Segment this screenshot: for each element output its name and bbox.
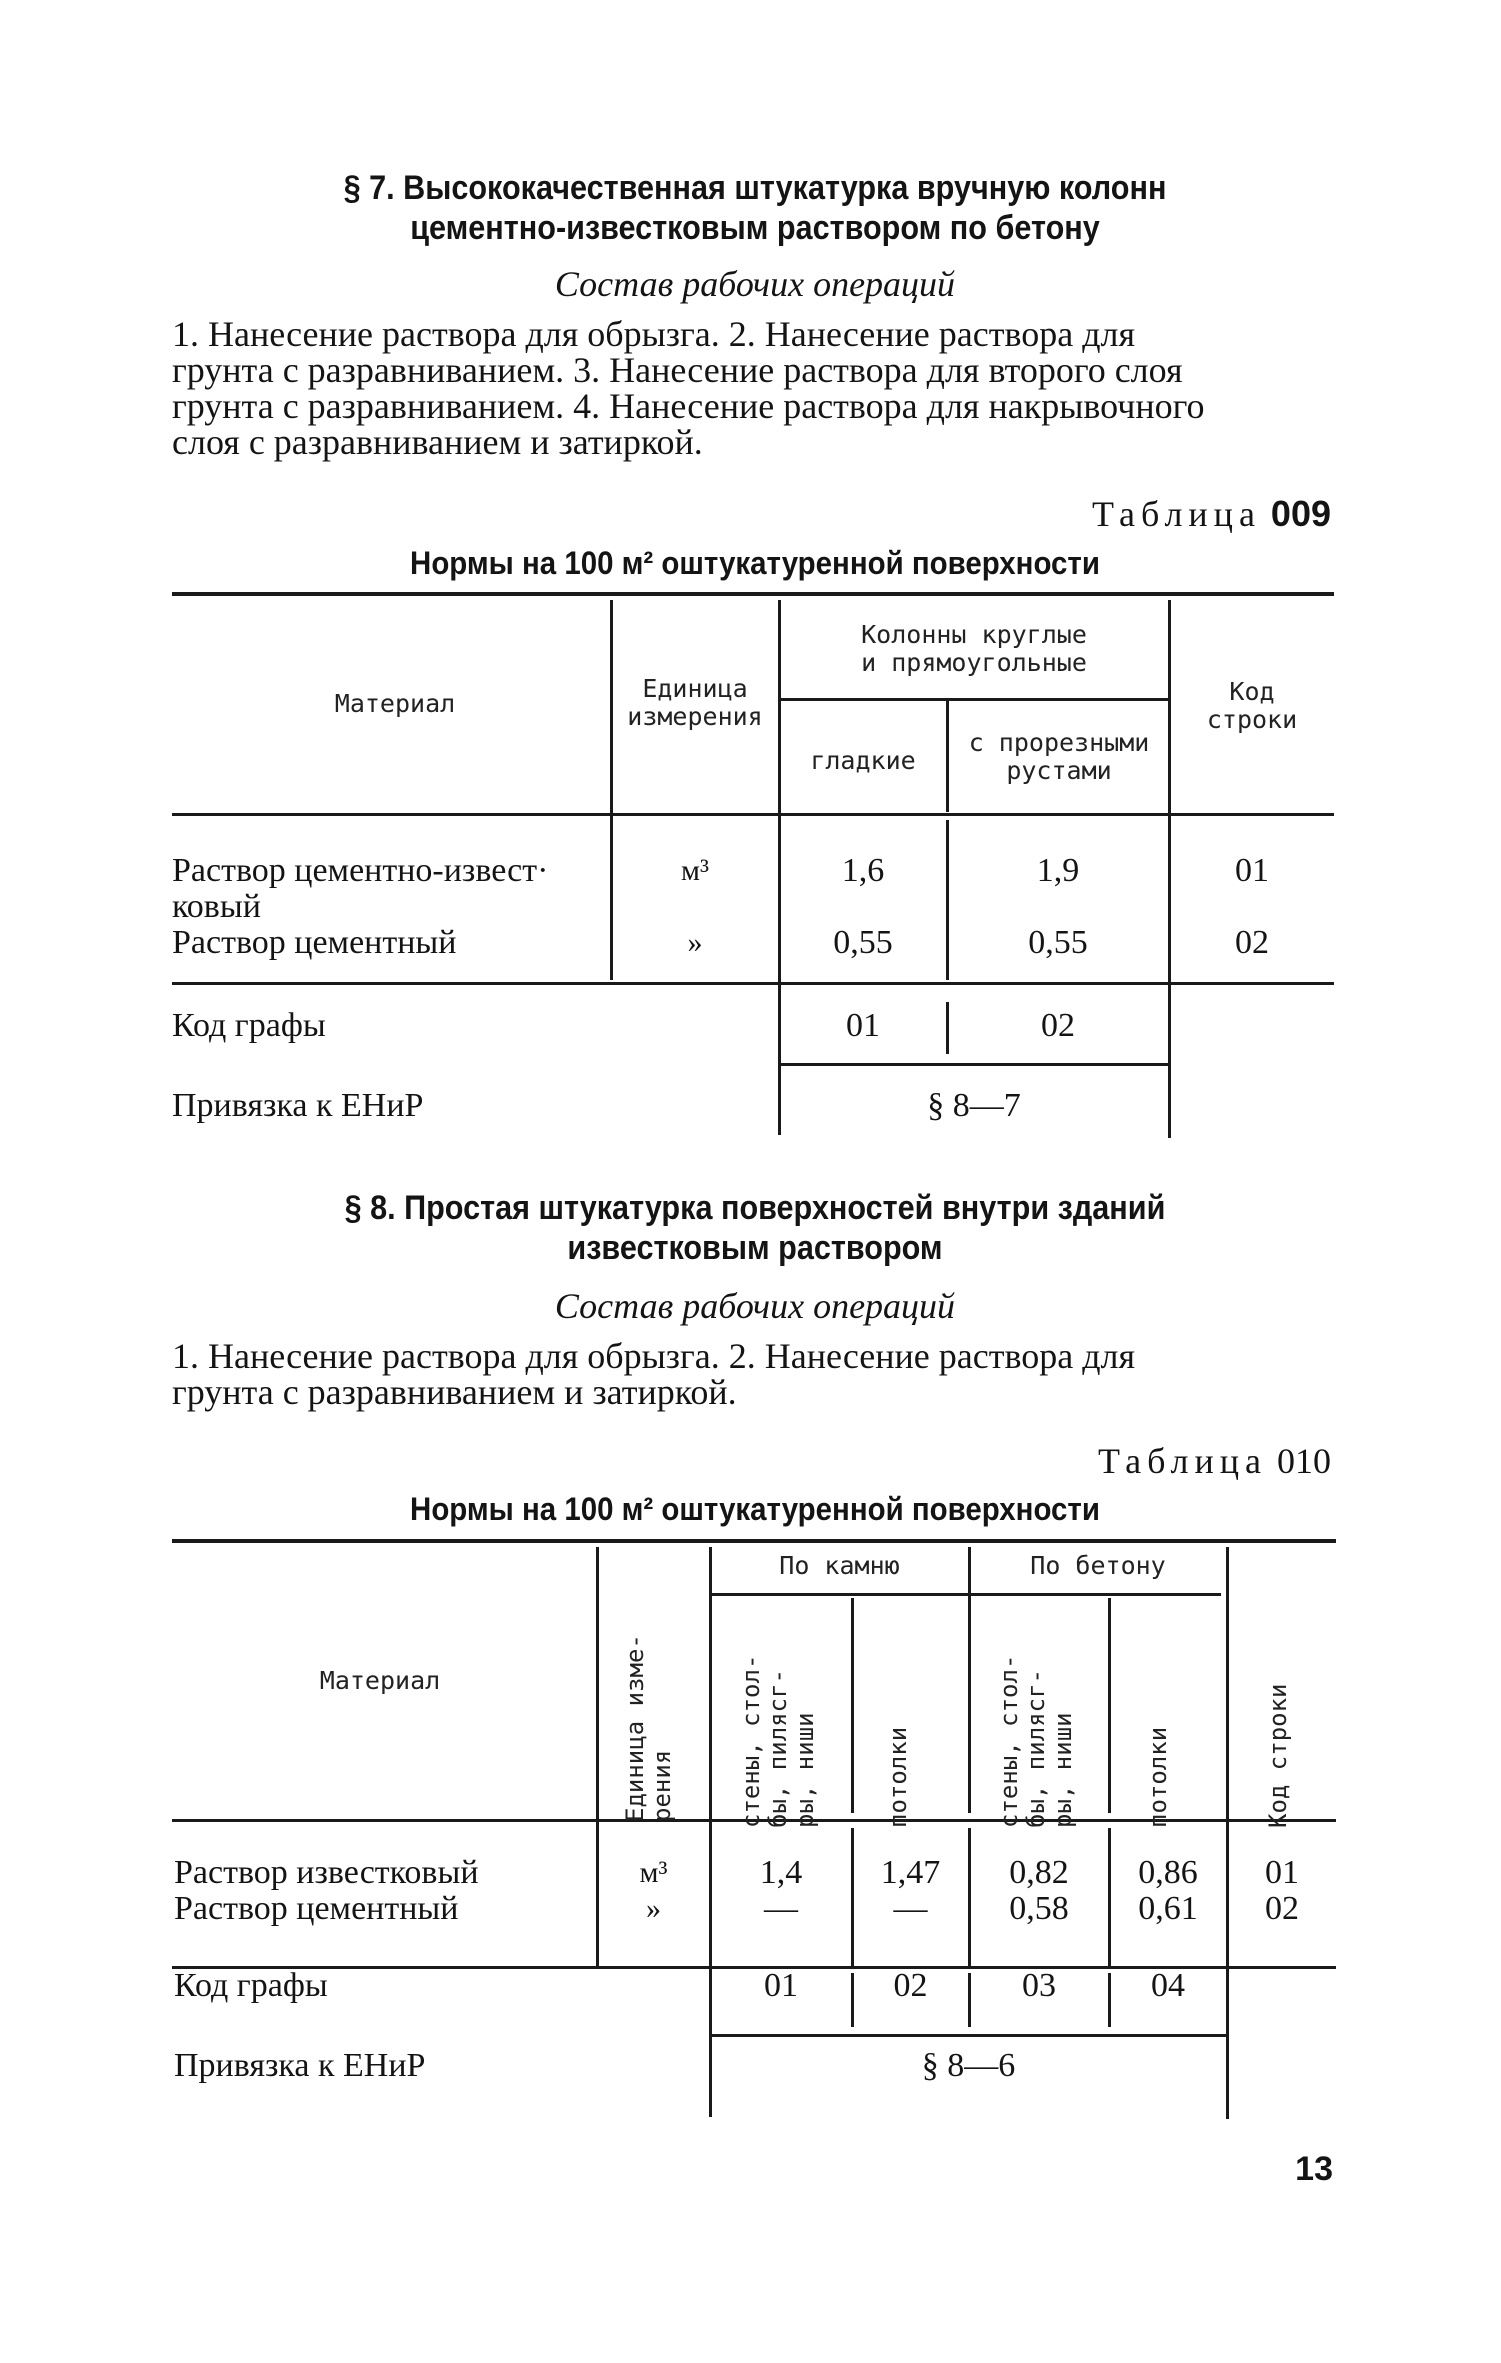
header-unit-line: Единица	[642, 674, 748, 703]
page-number: 13	[1295, 2150, 1333, 2188]
table-row-1-v2: 1,47	[880, 1854, 941, 1891]
enir-label: Привязка к ЕНиР	[174, 2047, 426, 2084]
section-7-title-line-2: цементно-известковым раствором по бетону	[410, 209, 1100, 247]
header-group-line: Колонны круглые	[861, 620, 1087, 649]
table-row-1-v1: 1,4	[759, 1854, 803, 1891]
table-rule	[711, 2034, 1226, 2037]
table-rule	[1108, 1598, 1111, 1813]
section-8-operations-heading: Состав рабочих операций	[554, 1286, 956, 1326]
header-walls-line: бы, пилясг-	[764, 1669, 792, 1828]
table-rule	[780, 1063, 1168, 1066]
section-8-title-line-1: § 8. Простая штукатурка поверхностей внутри зданий	[344, 1189, 1166, 1227]
section-7-operations-text	[172, 316, 1332, 460]
table-010-caption: Нормы на 100 м² оштукатуренной поверхности	[410, 1491, 1100, 1527]
header-row-code	[1170, 678, 1334, 734]
table-row-2-v2: —	[893, 1890, 928, 1927]
header-material: Материал	[334, 689, 456, 718]
table-label-word: Таблица	[1098, 1441, 1267, 1481]
table-row-2-unit: »	[687, 926, 703, 959]
section-7-title-line-1: § 7. Высококачественная штукатурка вручную колонн	[343, 169, 1167, 207]
table-row-2-code: 02	[1265, 1890, 1299, 1927]
table-rule	[172, 1539, 1336, 1543]
table-rule	[851, 1598, 854, 1813]
table-rule	[172, 982, 1334, 985]
table-rule	[709, 1547, 712, 2117]
header-smooth: гладкие	[810, 746, 916, 775]
enir-reference: § 8—6	[921, 2047, 1016, 2084]
table-row-1-smooth: 1,6	[841, 852, 885, 889]
section-7-operations-heading: Состав рабочих операций	[554, 264, 956, 304]
enir-reference: § 8—7	[927, 1087, 1021, 1124]
table-number: 009	[1270, 493, 1331, 534]
header-columns-group	[780, 621, 1168, 677]
table-row-1-rusts: 1,9	[1036, 852, 1080, 889]
table-009-label	[1092, 493, 1331, 535]
material-line: Раствор цементно-извест·	[172, 852, 549, 889]
graph-code: 02	[893, 1967, 928, 2004]
graph-code-label: Код графы	[172, 1007, 326, 1044]
section-7-title	[229, 168, 1282, 248]
table-row-2-v1: —	[764, 1890, 798, 1927]
table-row-2-material: Раствор цементный	[172, 924, 457, 961]
section-8-operations-text	[172, 1338, 1332, 1410]
table-number: 010	[1277, 1441, 1331, 1481]
header-unit-line: рения	[648, 1749, 676, 1822]
operations-line: 1. Нанесение раствора для обрызга. 2. Нанесение раствора для	[172, 1336, 1136, 1376]
section-8-title	[229, 1188, 1282, 1268]
table-rule	[172, 813, 1334, 816]
header-unit	[622, 1582, 684, 1822]
header-walls-stone	[738, 1588, 824, 1828]
header-group-line: и прямоугольные	[861, 648, 1087, 677]
header-walls-concrete	[996, 1588, 1082, 1828]
table-row-1-material: Раствор известковый	[174, 1854, 479, 1891]
table-row-2-material: Раствор цементный	[174, 1890, 459, 1927]
table-rule	[968, 1598, 971, 1813]
operations-line: слоя с разравниванием и затиркой.	[172, 422, 703, 462]
table-row-1-unit: м³	[681, 854, 709, 887]
table-rule	[1226, 1547, 1229, 2119]
table-row-2-rusts: 0,55	[1028, 924, 1088, 961]
graph-code: 01	[764, 1967, 798, 2004]
graph-code: 03	[1022, 1967, 1056, 2004]
operations-line: грунта с разравниванием. 3. Нанесение раствора для второго слоя	[172, 350, 1183, 390]
section-8-title-line-2: известковым раствором	[567, 1229, 943, 1267]
table-row-2-v3: 0,58	[1009, 1890, 1069, 1927]
operations-line: грунта с разравниванием. 4. Нанесение раствора для накрывочного	[172, 386, 1205, 426]
table-row-1-material	[172, 853, 548, 925]
header-unit	[612, 675, 778, 731]
table-010-label	[1098, 1440, 1331, 1482]
header-walls-line: ры, ниши	[791, 1712, 819, 1828]
header-unit-line: измерения	[627, 702, 763, 731]
table-row-1-code: 01	[1265, 1854, 1299, 1891]
header-rusts	[948, 729, 1170, 785]
table-row-1-unit: м³	[639, 1856, 668, 1889]
header-code-line: Код	[1229, 677, 1275, 706]
header-walls-line: бы, пилясг-	[1022, 1669, 1050, 1828]
operations-line: 1. Нанесение раствора для обрызга. 2. Нанесение раствора для	[172, 314, 1136, 354]
header-code-line: строки	[1206, 705, 1298, 734]
graph-code: 01	[846, 1007, 880, 1044]
header-unit-line: Единица изме-	[621, 1634, 649, 1822]
table-row-2-code: 02	[1235, 924, 1269, 961]
table-rule	[780, 698, 1168, 701]
table-row-1-v4: 0,86	[1138, 1854, 1198, 1891]
header-material: Материал	[319, 1666, 441, 1695]
header-walls-line: ры, ниши	[1049, 1712, 1077, 1828]
header-rusts-line: рустами	[1006, 756, 1112, 785]
header-group-stone: По камню	[779, 1551, 900, 1580]
graph-code: 02	[1041, 1007, 1075, 1044]
header-walls-line: стены, стол-	[995, 1654, 1023, 1828]
table-row-2-smooth: 0,55	[833, 924, 893, 961]
header-ceilings-stone: потолки	[884, 1726, 912, 1828]
table-rule	[172, 592, 1334, 596]
header-row-code: Код строки	[1264, 1683, 1292, 1828]
table-label-word: Таблица	[1091, 494, 1261, 534]
table-row-2-v4: 0,61	[1138, 1890, 1198, 1927]
graph-code-label: Код графы	[174, 1967, 328, 2004]
table-rule	[610, 600, 613, 980]
header-ceilings-concrete: потолки	[1144, 1726, 1172, 1828]
graph-code: 04	[1151, 1967, 1185, 2004]
header-rusts-line: с прорезными	[968, 728, 1150, 757]
table-row-2-unit: »	[646, 1892, 661, 1925]
enir-label: Привязка к ЕНиР	[172, 1087, 424, 1124]
table-row-1-v3: 0,82	[1009, 1854, 1069, 1891]
header-group-concrete: По бетону	[1030, 1551, 1166, 1580]
table-row-1-code: 01	[1235, 852, 1269, 889]
operations-line: грунта с разравниванием и затиркой.	[172, 1372, 737, 1412]
header-walls-line: стены, стол-	[737, 1654, 765, 1828]
material-line: ковый	[172, 888, 261, 925]
table-009-caption: Нормы на 100 м² оштукатуренной поверхности	[410, 545, 1100, 581]
